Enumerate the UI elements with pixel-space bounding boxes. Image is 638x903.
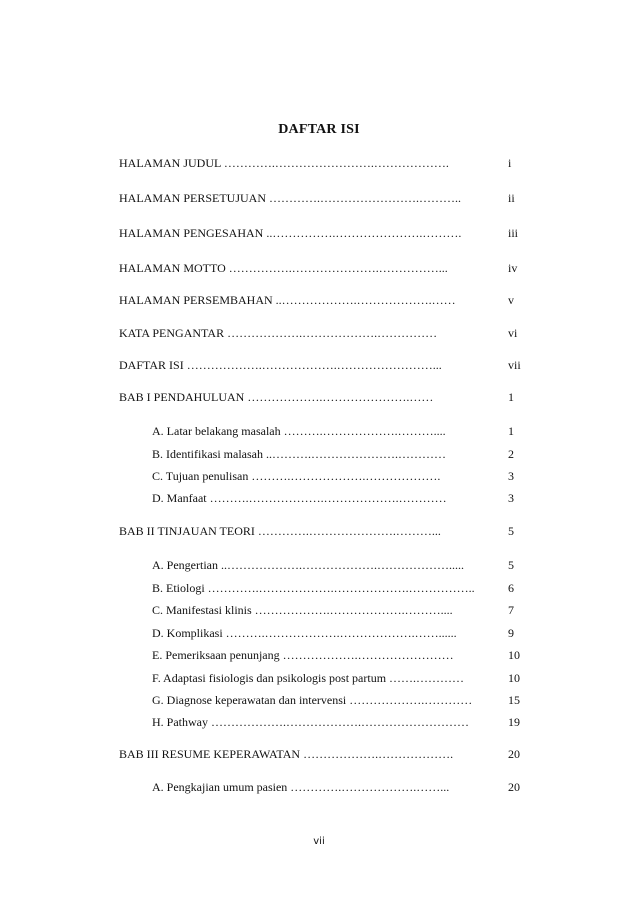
toc-entry[interactable]: HALAMAN PERSETUJUAN ………….…………………….……….. <box>119 191 462 205</box>
toc-entry[interactable]: E. Pemeriksaan penunjang ……………….…………………… <box>152 648 454 662</box>
toc-entry[interactable]: D. Komplikasi ……….……………….……………….……...... <box>152 626 457 640</box>
toc-page-number: 3 <box>508 491 514 505</box>
toc-page-number: vi <box>508 326 518 340</box>
toc-page-number: 1 <box>508 424 514 438</box>
toc-entry[interactable]: HALAMAN PENGESAHAN ..…………….………………….………. <box>119 226 462 240</box>
toc-page-number: 20 <box>508 780 520 794</box>
toc-entry[interactable]: H. Pathway ……………….……………….……………………… <box>152 715 469 729</box>
toc-entry[interactable]: DAFTAR ISI ……………….……………….……………………... <box>119 358 442 372</box>
toc-page-number: 9 <box>508 626 514 640</box>
toc-entry[interactable]: HALAMAN MOTTO …………….………………….……………... <box>119 261 448 275</box>
toc-page-number: 6 <box>508 581 514 595</box>
toc-page-number: iv <box>508 261 518 275</box>
toc-page-number: 15 <box>508 693 520 707</box>
toc-page-number: v <box>508 293 514 307</box>
footer-page-number: vii <box>313 836 325 847</box>
toc-page-number: vii <box>508 358 521 372</box>
toc-page-number: 10 <box>508 648 520 662</box>
toc-entry[interactable]: HALAMAN PERSEMBAHAN ..……………….……………….…… <box>119 293 456 307</box>
toc-page-number: 5 <box>508 558 514 572</box>
toc-page-number: i <box>508 156 512 170</box>
toc-entry[interactable]: B. Etiologi ………….……………….……………….…………….. <box>152 581 475 595</box>
toc-entry[interactable]: KATA PENGANTAR ……………….……………….…………… <box>119 326 438 340</box>
toc-entry[interactable]: F. Adaptasi fisiologis dan psikologis post partum …….………… <box>152 671 465 685</box>
toc-entry[interactable]: G. Diagnose keperawatan dan intervensi ……………….………… <box>152 693 473 707</box>
page-title: DAFTAR ISI <box>278 122 360 137</box>
toc-page-number: 19 <box>508 715 520 729</box>
toc-page-number: 7 <box>508 603 514 617</box>
toc-entry[interactable]: A. Pengkajian umum pasien ………….……………….……... <box>152 780 450 794</box>
toc-entry[interactable]: BAB III RESUME KEPERAWATAN ……………….………………. <box>119 747 454 761</box>
toc-page-number: ii <box>508 191 515 205</box>
toc-entry[interactable]: C. Tujuan penulisan ……….……………….………………. <box>152 469 441 483</box>
toc-entry[interactable]: HALAMAN JUDUL ………….…………………….………………. <box>119 156 449 170</box>
toc-page-number: 1 <box>508 390 514 404</box>
toc-page-number: 20 <box>508 747 520 761</box>
toc-page-number: 5 <box>508 524 514 538</box>
toc-entry[interactable]: C. Manifestasi klinis ……………….……………….……….... <box>152 603 453 617</box>
toc-entry[interactable]: A. Pengertian ..……………….……………….………………..... <box>152 558 464 572</box>
toc-entry[interactable]: BAB II TINJAUAN TEORI ………….………………….………... <box>119 524 441 538</box>
toc-page-number: iii <box>508 226 519 240</box>
toc-entry[interactable]: BAB I PENDAHULUAN ……………….………………….…… <box>119 390 434 404</box>
toc-page-number: 3 <box>508 469 514 483</box>
toc-page-number: 2 <box>508 447 514 461</box>
toc-page-number: 10 <box>508 671 520 685</box>
toc-entry[interactable]: B. Identifikasi malasah ..……….………………….………… <box>152 447 446 461</box>
toc-entry[interactable]: D. Manfaat ……….……………….……………….………… <box>152 491 447 505</box>
toc-entry[interactable]: A. Latar belakang masalah ……….……………….……….... <box>152 424 446 438</box>
